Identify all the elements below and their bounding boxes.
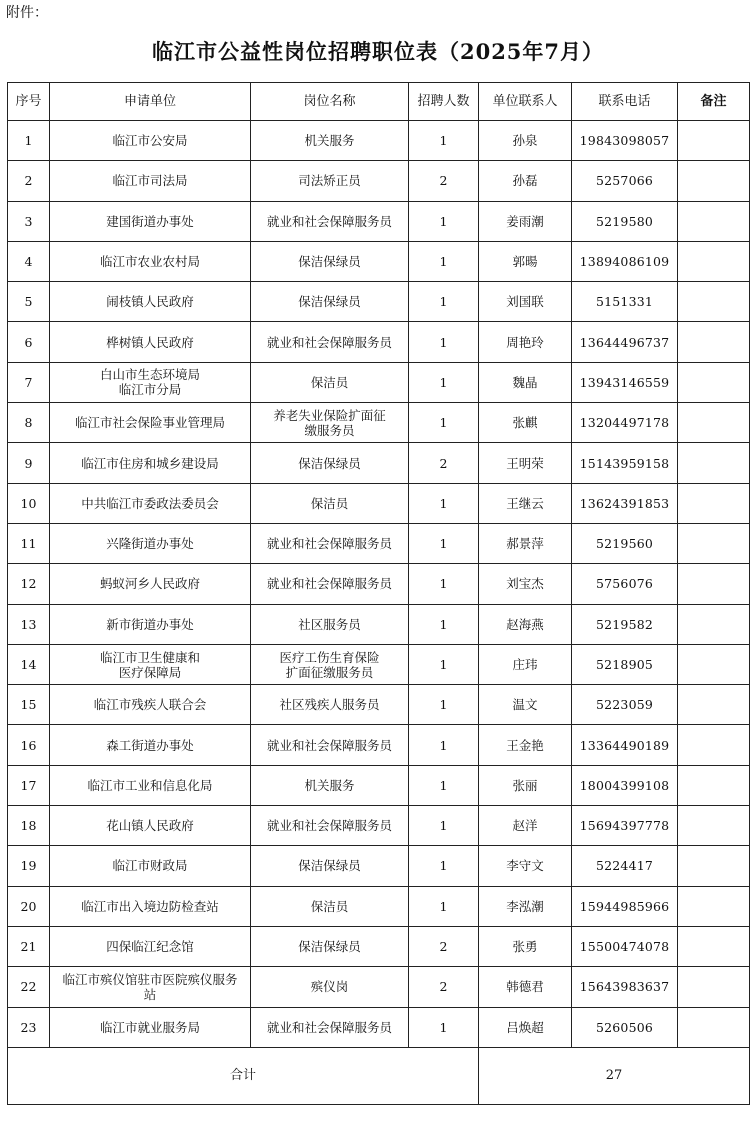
cell-index: 9: [8, 443, 50, 483]
total-label: 合计: [8, 1047, 479, 1104]
cell-phone: 5257066: [572, 161, 678, 201]
cell-index: 1: [8, 121, 50, 161]
cell-count: 2: [409, 443, 479, 483]
cell-contact: 李泓潮: [479, 886, 572, 926]
table-row: [8, 523, 750, 563]
cell-contact: 刘宝杰: [479, 564, 572, 604]
cell-position: 保洁保绿员: [251, 926, 409, 966]
cell-index: 17: [8, 765, 50, 805]
cell-phone: 5219582: [572, 604, 678, 644]
cell-unit: 兴隆街道办事处: [50, 523, 251, 563]
cell-unit: 临江市殡仪馆驻市医院殡仪服务 站: [50, 967, 251, 1007]
cell-position: 就业和社会保障服务员: [251, 806, 409, 846]
cell-contact: 韩德君: [479, 967, 572, 1007]
table-row: [8, 201, 750, 241]
cell-count: 1: [409, 362, 479, 402]
cell-count: 1: [409, 685, 479, 725]
cell-count: 1: [409, 322, 479, 362]
cell-count: 1: [409, 644, 479, 684]
cell-position: 机关服务: [251, 765, 409, 805]
cell-position: 保洁员: [251, 362, 409, 402]
cell-count: 1: [409, 483, 479, 523]
cell-remark: [678, 241, 750, 281]
cell-count: 1: [409, 886, 479, 926]
cell-position: 保洁保绿员: [251, 241, 409, 281]
cell-unit: 临江市出入境边防检查站: [50, 886, 251, 926]
cell-remark: [678, 886, 750, 926]
cell-position: 就业和社会保障服务员: [251, 322, 409, 362]
cell-contact: 赵洋: [479, 806, 572, 846]
cell-phone: 15944985966: [572, 886, 678, 926]
cell-index: 11: [8, 523, 50, 563]
cell-count: 1: [409, 1007, 479, 1047]
cell-remark: [678, 443, 750, 483]
cell-position: 就业和社会保障服务员: [251, 1007, 409, 1047]
cell-contact: 王明荣: [479, 443, 572, 483]
table-row: [8, 403, 750, 443]
cell-index: 6: [8, 322, 50, 362]
table-header-row: [8, 83, 750, 121]
cell-remark: [678, 604, 750, 644]
cell-index: 23: [8, 1007, 50, 1047]
cell-remark: [678, 685, 750, 725]
cell-remark: [678, 806, 750, 846]
cell-contact: 王金艳: [479, 725, 572, 765]
table-row: [8, 685, 750, 725]
cell-remark: [678, 201, 750, 241]
cell-index: 10: [8, 483, 50, 523]
cell-unit: 建国街道办事处: [50, 201, 251, 241]
cell-unit: 临江市就业服务局: [50, 1007, 251, 1047]
cell-contact: 李守文: [479, 846, 572, 886]
cell-phone: 5218905: [572, 644, 678, 684]
cell-unit: 临江市社会保险事业管理局: [50, 403, 251, 443]
cell-count: 1: [409, 846, 479, 886]
cell-index: 19: [8, 846, 50, 886]
table-row: [8, 886, 750, 926]
table-row: [8, 604, 750, 644]
cell-contact: 孙磊: [479, 161, 572, 201]
cell-remark: [678, 483, 750, 523]
cell-remark: [678, 564, 750, 604]
cell-phone: 15643983637: [572, 967, 678, 1007]
cell-position: 养老失业保险扩面征 缴服务员: [251, 403, 409, 443]
cell-unit: 临江市司法局: [50, 161, 251, 201]
cell-phone: 15500474078: [572, 926, 678, 966]
cell-index: 3: [8, 201, 50, 241]
cell-position: 司法矫正员: [251, 161, 409, 201]
cell-unit: 森工街道办事处: [50, 725, 251, 765]
header-position: 岗位名称: [251, 83, 409, 121]
cell-phone: 15694397778: [572, 806, 678, 846]
cell-index: 4: [8, 241, 50, 281]
cell-contact: 王继云: [479, 483, 572, 523]
cell-contact: 魏晶: [479, 362, 572, 402]
total-value: 27: [479, 1047, 750, 1104]
cell-count: 1: [409, 765, 479, 805]
cell-position: 保洁员: [251, 483, 409, 523]
cell-count: 1: [409, 604, 479, 644]
cell-unit: 临江市农业农村局: [50, 241, 251, 281]
cell-unit: 四保临江纪念馆: [50, 926, 251, 966]
positions-table: [7, 82, 750, 1105]
cell-remark: [678, 644, 750, 684]
cell-remark: [678, 161, 750, 201]
cell-unit: 桦树镇人民政府: [50, 322, 251, 362]
cell-index: 20: [8, 886, 50, 926]
table-row: [8, 362, 750, 402]
table-row: [8, 644, 750, 684]
cell-count: 2: [409, 967, 479, 1007]
cell-phone: 18004399108: [572, 765, 678, 805]
cell-count: 1: [409, 564, 479, 604]
cell-unit: 临江市住房和城乡建设局: [50, 443, 251, 483]
cell-unit: 新市街道办事处: [50, 604, 251, 644]
cell-position: 保洁保绿员: [251, 846, 409, 886]
cell-contact: 张丽: [479, 765, 572, 805]
cell-count: 1: [409, 282, 479, 322]
cell-remark: [678, 403, 750, 443]
cell-position: 就业和社会保障服务员: [251, 523, 409, 563]
cell-count: 1: [409, 725, 479, 765]
table-row: [8, 241, 750, 281]
header-unit: 申请单位: [50, 83, 251, 121]
cell-index: 13: [8, 604, 50, 644]
header-phone: 联系电话: [572, 83, 678, 121]
cell-count: 2: [409, 926, 479, 966]
cell-remark: [678, 322, 750, 362]
cell-phone: 5756076: [572, 564, 678, 604]
header-remark: 备注: [678, 83, 750, 121]
cell-position: 机关服务: [251, 121, 409, 161]
cell-contact: 赵海燕: [479, 604, 572, 644]
cell-remark: [678, 523, 750, 563]
table-row: [8, 806, 750, 846]
cell-unit: 花山镇人民政府: [50, 806, 251, 846]
cell-position: 保洁保绿员: [251, 282, 409, 322]
cell-unit: 临江市工业和信息化局: [50, 765, 251, 805]
cell-contact: 郭暘: [479, 241, 572, 281]
cell-count: 1: [409, 806, 479, 846]
table-row: [8, 282, 750, 322]
cell-unit: 中共临江市委政法委员会: [50, 483, 251, 523]
cell-unit: 闹枝镇人民政府: [50, 282, 251, 322]
cell-phone: 19843098057: [572, 121, 678, 161]
cell-position: 保洁员: [251, 886, 409, 926]
cell-count: 1: [409, 121, 479, 161]
cell-remark: [678, 121, 750, 161]
cell-phone: 13364490189: [572, 725, 678, 765]
cell-contact: 刘国联: [479, 282, 572, 322]
cell-phone: 13943146559: [572, 362, 678, 402]
table-row: [8, 564, 750, 604]
cell-unit: 白山市生态环境局 临江市分局: [50, 362, 251, 402]
cell-remark: [678, 725, 750, 765]
cell-index: 21: [8, 926, 50, 966]
cell-index: 18: [8, 806, 50, 846]
cell-unit: 临江市财政局: [50, 846, 251, 886]
table-row: [8, 443, 750, 483]
cell-phone: 5224417: [572, 846, 678, 886]
table-row: [8, 322, 750, 362]
table-row: [8, 967, 750, 1007]
table-body: [8, 121, 750, 1048]
cell-count: 1: [409, 241, 479, 281]
cell-phone: 13204497178: [572, 403, 678, 443]
cell-phone: 5219580: [572, 201, 678, 241]
cell-position: 医疗工伤生育保险 扩面征缴服务员: [251, 644, 409, 684]
table-row: [8, 1007, 750, 1047]
cell-phone: 5151331: [572, 282, 678, 322]
cell-phone: 5223059: [572, 685, 678, 725]
table-row: [8, 725, 750, 765]
cell-contact: 郝景萍: [479, 523, 572, 563]
cell-index: 15: [8, 685, 50, 725]
cell-index: 14: [8, 644, 50, 684]
cell-count: 2: [409, 161, 479, 201]
header-count: 招聘人数: [409, 83, 479, 121]
page-title: 临江市公益性岗位招聘职位表（2025年7月）: [151, 39, 605, 64]
total-row: [8, 1047, 750, 1104]
cell-count: 1: [409, 403, 479, 443]
cell-position: 就业和社会保障服务员: [251, 201, 409, 241]
table-row: [8, 926, 750, 966]
cell-remark: [678, 1007, 750, 1047]
cell-contact: 姜雨潮: [479, 201, 572, 241]
table-row: [8, 846, 750, 886]
cell-index: 12: [8, 564, 50, 604]
cell-position: 社区残疾人服务员: [251, 685, 409, 725]
cell-contact: 庄玮: [479, 644, 572, 684]
cell-position: 就业和社会保障服务员: [251, 725, 409, 765]
attachment-label: 附件：: [6, 5, 48, 21]
table-row: [8, 765, 750, 805]
cell-contact: 张勇: [479, 926, 572, 966]
cell-position: 就业和社会保障服务员: [251, 564, 409, 604]
cell-contact: 吕焕超: [479, 1007, 572, 1047]
cell-phone: 13644496737: [572, 322, 678, 362]
cell-index: 2: [8, 161, 50, 201]
cell-remark: [678, 846, 750, 886]
cell-position: 社区服务员: [251, 604, 409, 644]
cell-remark: [678, 282, 750, 322]
table-row: [8, 121, 750, 161]
cell-contact: 周艳玲: [479, 322, 572, 362]
cell-count: 1: [409, 201, 479, 241]
cell-index: 8: [8, 403, 50, 443]
cell-unit: 临江市卫生健康和 医疗保障局: [50, 644, 251, 684]
cell-contact: 孙泉: [479, 121, 572, 161]
cell-remark: [678, 967, 750, 1007]
cell-contact: 温文: [479, 685, 572, 725]
cell-index: 22: [8, 967, 50, 1007]
cell-phone: 13894086109: [572, 241, 678, 281]
cell-unit: 临江市公安局: [50, 121, 251, 161]
header-contact: 单位联系人: [479, 83, 572, 121]
table-row: [8, 483, 750, 523]
cell-count: 1: [409, 523, 479, 563]
cell-index: 7: [8, 362, 50, 402]
cell-phone: 5219560: [572, 523, 678, 563]
table-row: [8, 161, 750, 201]
cell-index: 16: [8, 725, 50, 765]
cell-index: 5: [8, 282, 50, 322]
cell-phone: 13624391853: [572, 483, 678, 523]
cell-contact: 张麒: [479, 403, 572, 443]
cell-unit: 蚂蚁河乡人民政府: [50, 564, 251, 604]
header-index: 序号: [8, 83, 50, 121]
cell-position: 保洁保绿员: [251, 443, 409, 483]
cell-remark: [678, 926, 750, 966]
cell-phone: 15143959158: [572, 443, 678, 483]
cell-remark: [678, 362, 750, 402]
cell-position: 殡仪岗: [251, 967, 409, 1007]
cell-unit: 临江市残疾人联合会: [50, 685, 251, 725]
cell-phone: 5260506: [572, 1007, 678, 1047]
cell-remark: [678, 765, 750, 805]
